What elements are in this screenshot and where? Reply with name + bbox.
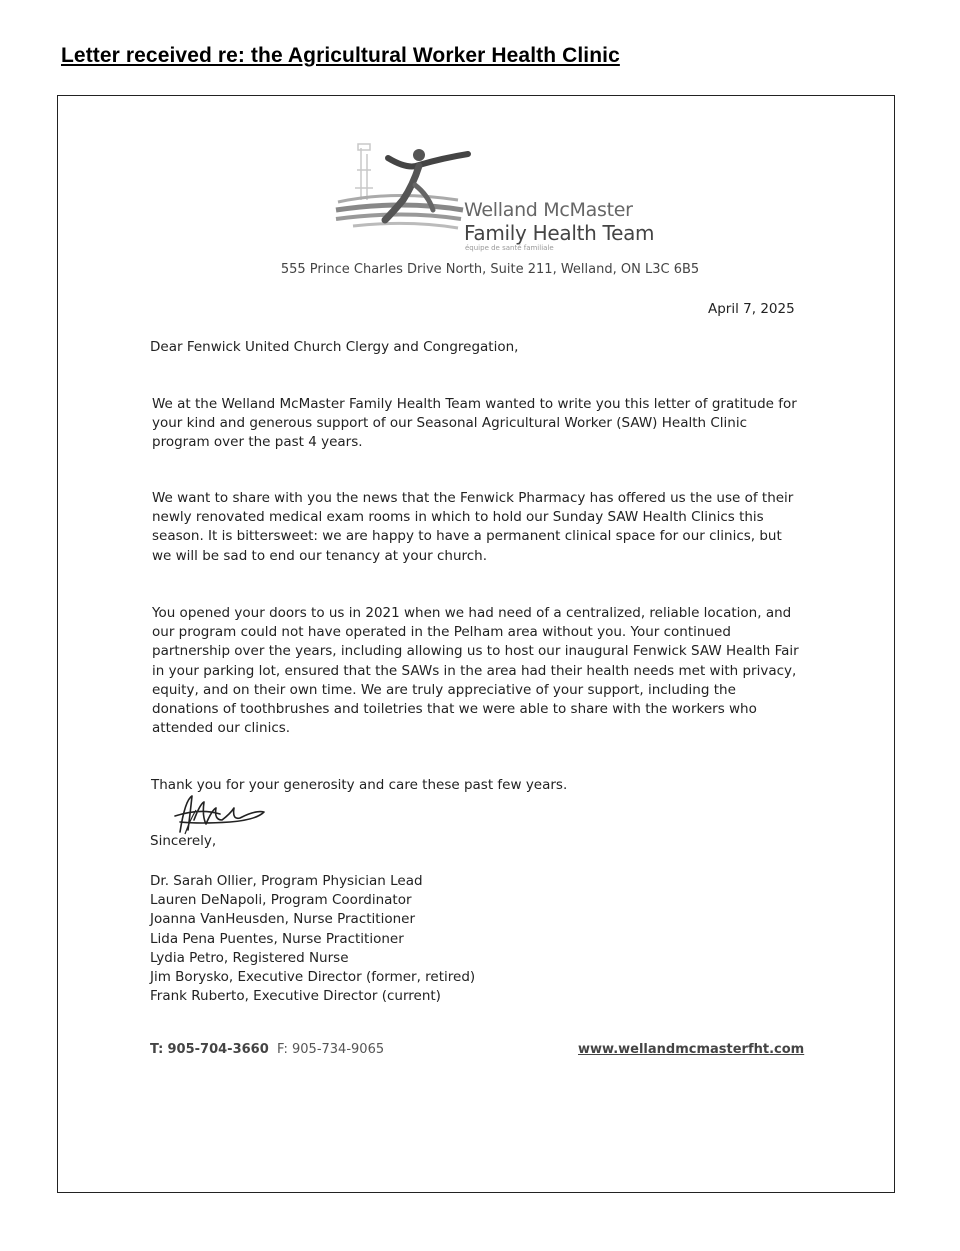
letterhead-tagline: équipe de santé familiale xyxy=(465,244,554,252)
letterhead-name-line1: Welland McMaster xyxy=(464,199,633,221)
phone-label: T: xyxy=(150,1042,164,1057)
signatory: Jim Borysko, Executive Director (former, retired) xyxy=(150,969,476,986)
fax-number: 905-734-9065 xyxy=(292,1042,385,1057)
letter-paragraph-3: You opened your doors to us in 2021 when we had need of a centralized, reliable location, and our program could not have operated in the Pelham area without you. Your continued partnership over the years, including allowing us to host our inaugural Fenwick SAW Health Fair in your parking lot, ensured that the SAWs in the area had their health needs met with privacy, equity, and on their own time. We are truly appreciative of your support, including the donations of toothbrushes and toiletries that we were able to share with the workers who attended our clinics. xyxy=(152,605,799,737)
letter-salutation: Dear Fenwick United Church Clergy and Congregation, xyxy=(150,339,519,355)
letterhead-address: 555 Prince Charles Drive North, Suite 211, Welland, ON L3C 6B5 xyxy=(280,262,700,277)
website-link[interactable]: www.wellandmcmasterfht.com xyxy=(578,1042,805,1057)
letter-paragraph-2: We want to share with you the news that the Fenwick Pharmacy has offered us the use of their newly renovated medical exam rooms in which to hold our Sunday SAW Health Clinics this season. It is bittersweet: we are happy to have a permanent clinical space for our clinics, but we will be sad to end our tenancy at your church. xyxy=(152,490,794,564)
phone-number: 905-704-3660 xyxy=(167,1042,269,1057)
letter-closing: Sincerely, xyxy=(150,833,217,849)
signatory: Dr. Sarah Ollier, Program Physician Lead xyxy=(150,873,423,889)
letterhead-name-line2: Family Health Team xyxy=(464,221,655,245)
signatory: Frank Ruberto, Executive Director (current) xyxy=(150,988,441,1005)
footer-contact xyxy=(150,1042,384,1057)
signatory: Lida Pena Puentes, Nurse Practitioner xyxy=(150,930,404,947)
letter-date: April 7, 2025 xyxy=(708,301,795,317)
signatory: Joanna VanHeusden, Nurse Practitioner xyxy=(150,911,416,928)
fax-label: F: xyxy=(277,1042,288,1057)
signatories-list xyxy=(150,872,475,1006)
letter-paragraph-1: We at the Welland McMaster Family Health Team wanted to write you this letter of gratitude for your kind and generous support of our Seasonal Agricultural Worker (SAW) Health Clinic program over the past 4 years. xyxy=(152,396,797,451)
signatory: Lauren DeNapoli, Program Coordinator xyxy=(150,892,412,909)
page-heading: Letter received re: the Agricultural Worker Health Clinic xyxy=(61,44,620,67)
signatory: Lydia Petro, Registered Nurse xyxy=(150,949,349,966)
letter-thanks: Thank you for your generosity and care these past few years. xyxy=(151,777,568,793)
